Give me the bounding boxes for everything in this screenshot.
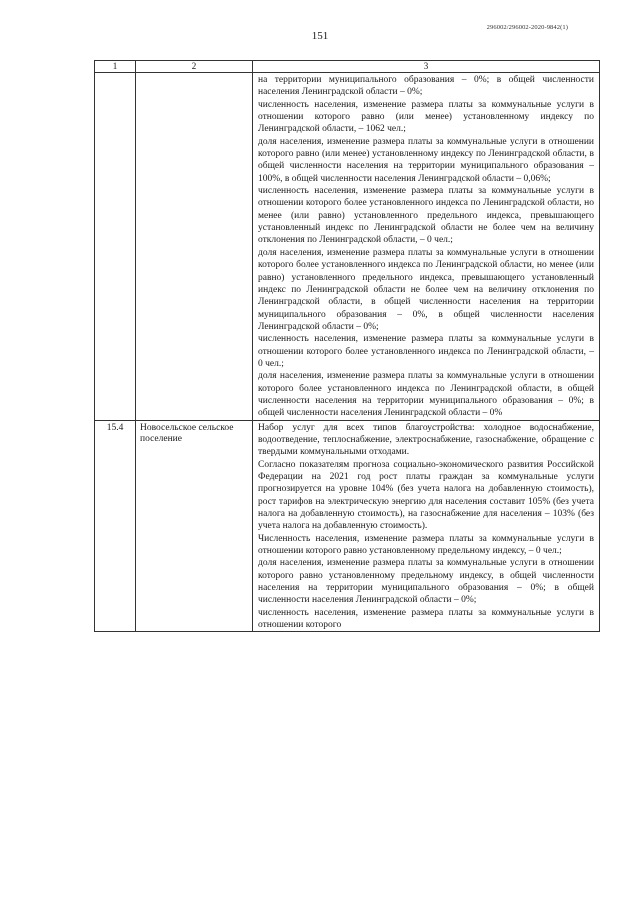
paragraph: численность населения, изменение размера платы за коммунальные услуги в отношении которого более установленного индекса по Ленинградской области, но менее (или равно) установленного предельного индекса, превышающего установленный индекс по Ленинградской области не более чем на величину отклонения по Ленинградской области, – 0 чел.; <box>258 186 594 246</box>
row-number <box>95 73 136 421</box>
document-code: 296002/296002-2020-9842(1) <box>486 24 568 31</box>
data-table <box>94 60 600 632</box>
paragraph: численность населения, изменение размера платы за коммунальные услуги в отношении которого более установленного индекса по Ленинградской области, – 0 чел.; <box>258 334 594 369</box>
paragraph: Численность населения, изменение размера платы за коммунальные услуги в отношении которого равно установленному предельному индексу, – 0 чел.; <box>258 533 594 557</box>
paragraph: доля населения, изменение размера платы за коммунальные услуги в отношении которого более установленного индекса по Ленинградской области, но менее (или равно) установленного предельного индекса, превышающего установленный индекс по Ленинградской области не более чем на величину отклонения по Ленинградской области, в общей численности населения на территории муниципального образования – 0%, в общей численности населения Ленинградской области – 0%; <box>258 247 594 332</box>
paragraph: численность населения, изменение размера платы за коммунальные услуги в отношении которого равно (или менее) установленному индексу по Ленинградской области, – 1062 чел.; <box>258 99 594 135</box>
paragraph: на территории муниципального образования – 0%; в общей численности населения Ленинградской области – 0%; <box>258 75 594 98</box>
row-number: 15.4 <box>95 420 136 632</box>
column-header-3: 3 <box>253 61 600 73</box>
column-header-row <box>95 61 600 73</box>
row-description <box>253 73 600 421</box>
paragraph: доля населения, изменение размера платы за коммунальные услуги в отношении которого равно установленному предельному индексу, в общей численности населения на территории муниципального образования – 0%; в общей численности населения Ленинградской области – 0%; <box>258 558 594 606</box>
column-header-1: 1 <box>95 61 136 73</box>
paragraph: численность населения, изменение размера платы за коммунальные услуги в отношении которого <box>258 607 594 631</box>
settlement-name: Новосельское сельское поселение <box>136 420 253 632</box>
table-row <box>95 420 600 632</box>
paragraph: Набор услуг для всех типов благоустройства: холодное водоснабжение, водоотведение, теплоснабжение, электроснабжение, газоснабжение, обращение с твердыми коммунальными отходами. <box>258 422 594 458</box>
table-row <box>95 73 600 421</box>
settlement-name <box>136 73 253 421</box>
row-description <box>253 420 600 632</box>
paragraph: доля населения, изменение размера платы за коммунальные услуги в отношении которого равно (или менее) установленному индексу по Ленинградской области, в общей численности населения на территории муниципального образования – 100%, в общей численности населения Ленинградской области – 0,06%; <box>258 136 594 184</box>
page-number: 151 <box>311 30 329 42</box>
column-header-2: 2 <box>136 61 253 73</box>
paragraph: доля населения, изменение размера платы за коммунальные услуги в отношении которого более установленного индекса по Ленинградской области, в общей численности населения на территории муниципального образования – 0%; в общей численности населения Ленинградской области – 0% <box>258 371 594 419</box>
paragraph: Согласно показателям прогноза социально-экономического развития Российской Федерации на 2021 год рост платы граждан за коммунальные услуги прогнозируется на уровне 104% (без учета налога на добавленную стоимость), рост тарифов на электрическую энергию для населения составит 105% (без учета налога на добавленную стоимость), на газоснабжение для населения – 103% (без учета налога на добавленную стоимость). <box>258 459 594 532</box>
